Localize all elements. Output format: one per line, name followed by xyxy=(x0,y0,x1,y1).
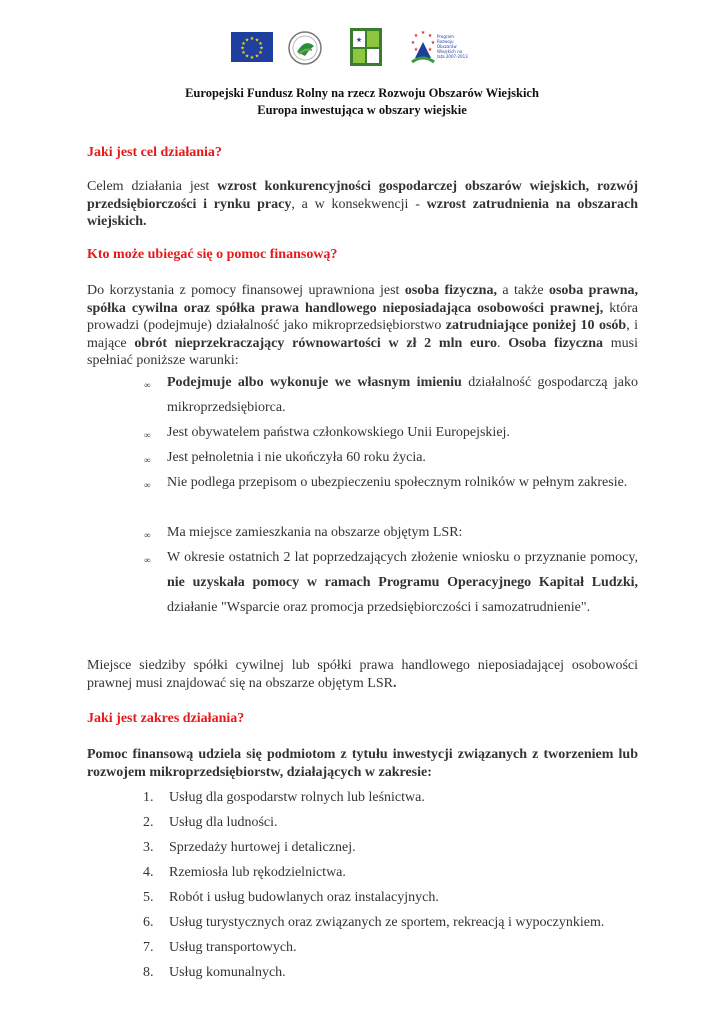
condition-2: Jest obywatelem państwa członkowskiego Unii Europejskiej. xyxy=(167,425,510,440)
bullet-icon: ∞ xyxy=(144,430,151,440)
scope-item-number: 6. xyxy=(143,915,154,930)
condition-6-bold: nie uzyskała pomocy w ramach Programu Operacyjnego Kapitał Ludzki, xyxy=(167,575,638,590)
bullet-icon: ∞ xyxy=(144,480,151,490)
section-heading-scope: Jaki jest zakres działania? xyxy=(87,711,245,726)
svg-text:★: ★ xyxy=(241,50,246,56)
elig-text-i: . xyxy=(496,335,509,351)
section-heading-goal: Jaki jest cel działania? xyxy=(87,145,222,160)
eu-flag-icon xyxy=(231,32,273,62)
svg-text:★: ★ xyxy=(241,41,246,47)
elig-bold-f: zatrudniające poniżej 10 osób xyxy=(445,318,627,333)
scope-item-text: Sprzedaży hurtowej i detalicznej. xyxy=(169,840,356,855)
elig-bold-b: osoba fizyczna, xyxy=(404,283,497,298)
svg-text:★: ★ xyxy=(249,55,255,61)
eligibility-paragraph xyxy=(87,282,638,370)
scope-item-number: 5. xyxy=(143,890,154,905)
condition-4: Nie podlega przepisom o ubezpieczeniu społecznym rolników w pełnym zakresie. xyxy=(167,475,628,490)
scope-item-text: Usług dla gospodarstw rolnych lub leśnictwa. xyxy=(169,790,425,805)
scope-item-text: Usług komunalnych. xyxy=(169,965,286,980)
svg-text:★: ★ xyxy=(413,33,419,39)
svg-text:★: ★ xyxy=(258,50,263,56)
scope-item-number: 8. xyxy=(143,965,154,980)
svg-text:★: ★ xyxy=(240,45,245,52)
condition-1 xyxy=(167,370,638,420)
elig-bold-j: Osoba fizyczna xyxy=(508,335,604,351)
scope-item-number: 1. xyxy=(143,790,154,805)
elig-text-g: , i mające xyxy=(87,318,639,351)
logo-bar xyxy=(0,28,724,72)
svg-text:★: ★ xyxy=(410,40,416,46)
svg-text:★: ★ xyxy=(427,33,433,39)
scope-item-text: Robót i usług budowlanych oraz instalacyjnych. xyxy=(169,890,439,905)
seat-period: . xyxy=(392,675,397,691)
prow-logo-icon xyxy=(409,28,469,68)
condition-6-text-a: W okresie ostatnich 2 lat poprzedzających złożenie wniosku o przyznanie pomocy, xyxy=(167,550,638,565)
scope-item-number: 3. xyxy=(143,840,154,855)
bullet-icon: ∞ xyxy=(144,555,151,565)
goal-text: Celem działania jest xyxy=(87,179,218,194)
condition-3: Jest pełnoletnia i nie ukończyła 60 roku życia. xyxy=(167,450,426,465)
svg-text:★: ★ xyxy=(413,47,419,53)
condition-5: Ma miejsce zamieszkania na obszarze objętym LSR: xyxy=(167,525,463,540)
svg-text:★: ★ xyxy=(427,47,433,53)
svg-text:★: ★ xyxy=(254,53,260,60)
scope-item-text: Usług dla ludności. xyxy=(169,815,278,830)
scope-item-text: Usług transportowych. xyxy=(169,940,297,955)
bullet-icon: ∞ xyxy=(144,455,151,465)
svg-text:★: ★ xyxy=(430,40,436,46)
mazowsze-logo-icon xyxy=(287,30,323,66)
svg-text:★: ★ xyxy=(259,45,264,52)
svg-text:★: ★ xyxy=(420,30,426,36)
condition-6 xyxy=(167,545,638,620)
bullet-icon: ∞ xyxy=(144,530,151,540)
goal-text-2: , a w konsekwencji - xyxy=(291,196,427,212)
scope-item-number: 4. xyxy=(143,865,154,880)
seat-text: Miejsce siedziby spółki cywilnej lub spółki prawa handlowego nieposiadającej osobowości prawnej musi znajdować się na obszarze objętym LSR xyxy=(87,658,638,691)
scope-item-number: 2. xyxy=(143,815,154,830)
goal-paragraph xyxy=(87,178,638,231)
scope-item-text: Rzemiosła lub rękodzielnictwa. xyxy=(169,865,346,880)
header-line-1: Europejski Fundusz Rolny na rzecz Rozwoju Obszarów Wiejskich xyxy=(185,86,539,100)
condition-1-text: działalność gospodarczą jako mikroprzedsiębiorca. xyxy=(167,375,638,415)
seat-paragraph xyxy=(87,657,638,692)
elig-text-k: musi spełniać poniższe warunki: xyxy=(87,335,638,368)
elig-bold-d: osoba prawna, spółka cywilna oraz spółka prawa handlowego nieposiadająca osobowości prawnej, xyxy=(87,283,639,316)
elig-text-e: która prowadzi (podejmuje) działalność jako mikroprzedsiębiorstwo xyxy=(87,300,638,333)
goal-bold-1: wzrost konkurencyjności gospodarczej obszarów wiejskich, rozwój przedsiębiorczości i rynku pracy xyxy=(87,179,638,212)
scope-item-number: 7. xyxy=(143,940,154,955)
svg-text:★: ★ xyxy=(244,53,250,60)
prow-caption: Program Rozwoju Obszarów Wiejskich na lata 2007-2013 xyxy=(437,34,468,59)
goal-bold-2: wzrost zatrudnienia na obszarach wiejskich. xyxy=(87,196,639,229)
condition-1-bold: Podejmuje albo wykonuje we własnym imieniu xyxy=(167,375,462,390)
svg-text:★: ★ xyxy=(258,41,263,47)
svg-text:★: ★ xyxy=(249,36,255,42)
elig-bold-h: obrót nieprzekraczający równowartości w zł 2 mln euro xyxy=(134,335,497,351)
svg-text:★: ★ xyxy=(254,37,260,44)
section-heading-eligibility: Kto może ubiegać się o pomoc finansową? xyxy=(87,247,338,262)
svg-text:★: ★ xyxy=(355,36,363,44)
header-line-2: Europa inwestująca w obszary wiejskie xyxy=(257,103,467,117)
elig-text-c: a także xyxy=(496,283,549,298)
bullet-icon: ∞ xyxy=(144,380,151,390)
scope-item-text: Usług turystycznych oraz związanych ze sportem, rekreacją i wypoczynkiem. xyxy=(169,915,605,930)
elig-text-a: Do korzystania z pomocy finansowej uprawniona jest xyxy=(87,283,405,298)
leader-logo-icon xyxy=(349,28,383,66)
svg-text:★: ★ xyxy=(244,37,250,44)
scope-intro: Pomoc finansową udziela się podmiotom z tytułu inwestycji związanych z tworzeniem lub rozwojem mikroprzedsiębiorstw, działających w zakresie: xyxy=(87,747,638,780)
condition-6-text-c: działanie "Wsparcie oraz promocja przedsiębiorczości i samozatrudnienie". xyxy=(167,600,591,615)
